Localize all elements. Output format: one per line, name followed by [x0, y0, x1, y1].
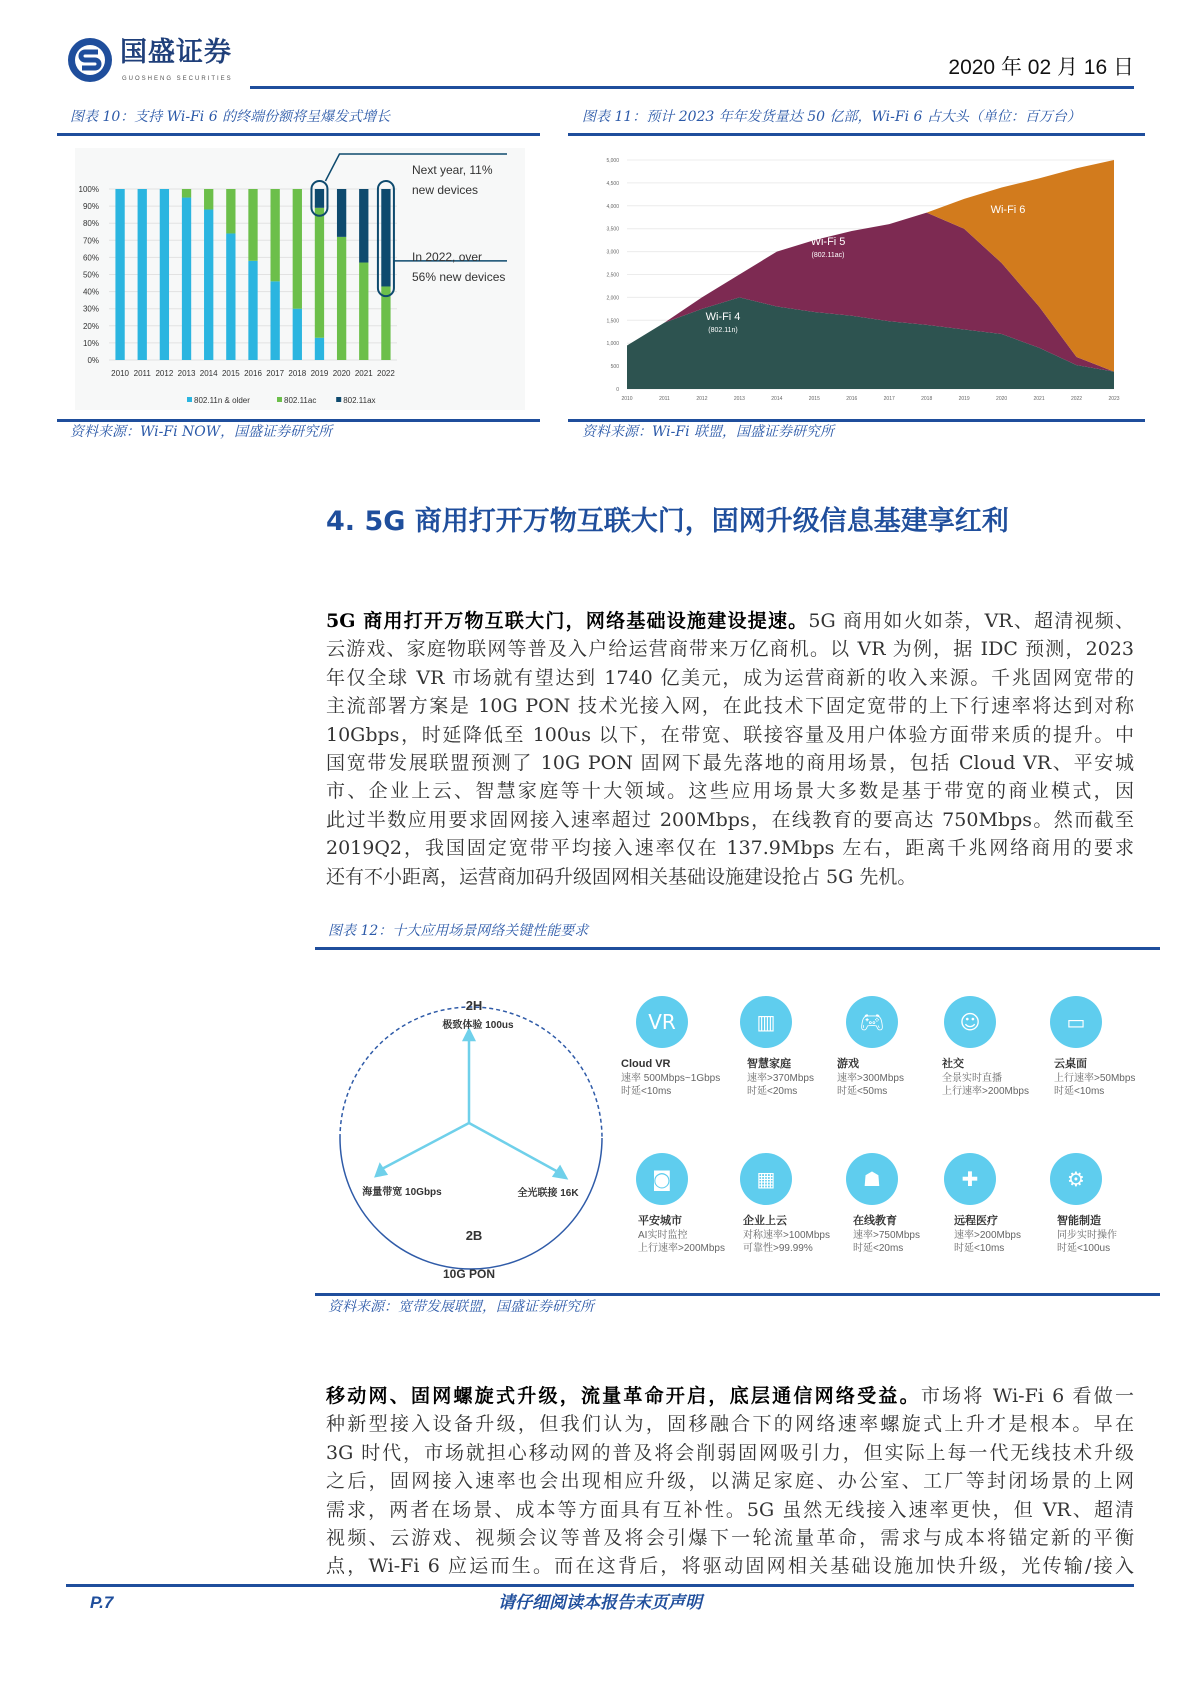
paragraph-lead: 移动网、固网螺旋式升级，流量革命开启，底层通信网络受益。 [326, 1385, 921, 1407]
app-title: 智慧家庭 [747, 1058, 791, 1070]
y-tick-label: 2,500 [606, 272, 619, 279]
x-tick-label: 2015 [808, 396, 820, 402]
bar-segment-802-11n---older [138, 189, 147, 360]
bar-segment-802-11ax [315, 189, 324, 208]
app-metric: 时延<10ms [621, 1086, 672, 1097]
diagram-axes [376, 1030, 566, 1178]
paragraph-text: 市场将 Wi-Fi 6 看做一 [920, 1385, 1134, 1407]
x-tick-label: 2022 [377, 369, 395, 378]
paragraph-line [326, 723, 1134, 747]
paragraph-text: 10Gbps，时延降低至 100us 以下，在带宽、联接容量及用户体验方面带来质的提升。中 [326, 723, 1134, 746]
vr-headset-icon: VR [636, 996, 688, 1048]
y-tick-label: 5,000 [606, 158, 619, 164]
x-tick-label: 2021 [1033, 396, 1045, 402]
legend-label: 802.11ac [284, 396, 317, 405]
education-icon: ☗ [846, 1153, 898, 1205]
y-tick-label: 40% [82, 287, 99, 297]
fig12-caption: 图表 12：十大应用场景网络关键性能要求 [328, 923, 589, 939]
app-metric: AI实时监控 [638, 1230, 688, 1241]
paragraph-line [326, 666, 1134, 690]
y-tick-label: 1,500 [606, 318, 619, 325]
legend-swatch [336, 397, 341, 402]
app-metric: 时延<20ms [853, 1243, 904, 1254]
paragraph-text: 5G 商用如火如荼，VR、超清视频、 [808, 610, 1134, 632]
app-title: 企业上云 [743, 1215, 787, 1227]
series-label: Wi-Fi 4 [705, 311, 741, 323]
gamepad-icon: 🎮︎ [846, 996, 898, 1048]
footer-divider [66, 1584, 1134, 1587]
series-label: Wi-Fi 5 [810, 236, 846, 248]
x-tick-label: 2010 [621, 396, 633, 402]
fig11-bottom-rule [568, 419, 1145, 422]
app-metric: 上行速率>50Mbps [1054, 1073, 1136, 1084]
y-tick-label: 1,000 [606, 341, 619, 348]
app-metric: 上行速率>200Mbps [942, 1086, 1029, 1097]
y-tick-label: 70% [82, 236, 99, 246]
diagram-right-axis-label: 全光联接 16K [517, 1188, 579, 1199]
bar-segment-802-11ac [271, 189, 280, 281]
app-title: 社交 [942, 1058, 964, 1070]
y-tick-label: 4,000 [606, 203, 619, 210]
y-tick-label: 10% [82, 338, 99, 348]
fig11-caption: 图表 11：预计 2023 年年发货量达 50 亿部，Wi-Fi 6 占大头（单位：百万台） [582, 109, 1081, 125]
paragraph-text: 2019Q2，我国固定宽带平均接入速率仅在 137.9Mbps 左右，距离千兆网络商用的要求 [326, 837, 1134, 860]
x-tick-label: 2016 [244, 369, 262, 378]
wifi-device-share-chart [57, 140, 540, 415]
page-number: P.7 [90, 1593, 114, 1612]
y-tick-label: 2,000 [606, 295, 619, 302]
x-tick-label: 2011 [133, 369, 151, 378]
series-sublabel: (802.11ac) [811, 252, 845, 259]
fig12-source: 资料来源：宽带发展联盟，国盛证券研究所 [328, 1299, 594, 1315]
x-tick-label: 2012 [155, 369, 174, 378]
paragraph-line [326, 1498, 1134, 1522]
app-title: 智能制造 [1057, 1215, 1101, 1227]
cloud-desktop-icon: ▭ [1050, 996, 1102, 1048]
app-metric: 时延<10ms [954, 1243, 1005, 1254]
y-tick-label: 0 [616, 387, 619, 393]
camera-icon: ◙ [636, 1153, 688, 1205]
paragraph-text: 国宽带发展联盟预测了 10G PON 固网下最先落地的商用场景，包括 Cloud VR、平安城 [326, 752, 1134, 774]
bar-segment-802-11ac [359, 263, 368, 360]
logo [66, 36, 256, 86]
bar-segment-802-11ac [337, 237, 346, 360]
fig10-top-rule [57, 133, 540, 136]
paragraph-line [326, 1469, 1134, 1493]
paragraph-text: 云游戏、家庭物联网等普及入户给运营商带来万亿商机。以 VR 为例，据 IDC 预测，2023 [326, 638, 1134, 661]
y-tick-label: 4,500 [606, 180, 619, 187]
fig10-source: 资料来源：Wi-Fi NOW，国盛证券研究所 [70, 424, 333, 440]
app-title: 远程医疗 [954, 1215, 998, 1227]
bar-segment-802-11ax [359, 189, 368, 263]
x-tick-label: 2023 [1108, 396, 1120, 402]
robot-arm-icon: ⚙ [1050, 1153, 1102, 1205]
paragraph-text: 需求，两者在场景、成本等方面具有互补性。5G 虽然无线接入速率更快，但 VR、超清 [326, 1498, 1134, 1521]
y-tick-label: 20% [82, 321, 99, 331]
paragraph-text: 年仅全球 VR 市场就有望达到 1740 亿美元，成为运营商新的收入来源。千兆固网宽带的 [326, 666, 1134, 689]
app-metric: 速率>370Mbps [747, 1073, 814, 1084]
fig10-caption: 图表 10：支持 Wi-Fi 6 的终端份额将呈爆发式增长 [70, 109, 391, 125]
paragraph-line [326, 751, 1134, 775]
x-tick-label: 2018 [921, 396, 933, 402]
y-tick-label: 90% [82, 202, 99, 212]
logo-en-text: GUOSHENG SECURITIES [122, 76, 233, 82]
fig12-bottom-rule [315, 1293, 1160, 1296]
x-tick-label: 2017 [266, 369, 285, 378]
medical-kit-icon: ✚ [944, 1153, 996, 1205]
app-metric: 对称速率>100Mbps [743, 1230, 830, 1241]
bar-segment-802-11ac [315, 208, 324, 338]
x-tick-label: 2014 [199, 369, 218, 378]
bar-segment-802-11ax [381, 189, 390, 286]
paragraph-line [326, 609, 1134, 633]
paragraph-line [326, 1384, 1134, 1408]
app-title: Cloud VR [621, 1058, 671, 1070]
app-metric: 可靠性>99.99% [743, 1243, 813, 1254]
app-metric: 上行速率>200Mbps [638, 1243, 725, 1254]
paragraph-text: 3G 时代，市场就担心移动网的普及将会削弱固网吸引力，但实际上每一代无线技术升级 [326, 1441, 1134, 1464]
paragraph-text: 之后，固网接入速率也会出现相应升级，以满足家庭、办公室、工厂等封闭场景的上网 [326, 1470, 1134, 1493]
diagram-bottom-label: 2B [465, 1228, 483, 1243]
bar-segment-802-11ac [381, 286, 390, 360]
bar-segment-802-11n---older [271, 281, 280, 360]
x-tick-label: 2017 [883, 396, 895, 402]
10g-pon-diagram [330, 990, 610, 1290]
paragraph-lead: 5G 商用打开万物互联大门，网络基础设施建设提速。 [326, 610, 809, 632]
app-metric: 速率 500Mbps~1Gbps [621, 1073, 721, 1084]
app-metric: 全景实时直播 [942, 1073, 1002, 1084]
section-heading: 4. 5G 商用打开万物互联大门，固网升级信息基建享红利 [326, 506, 1009, 537]
diagram-top-axis-label: 极致体验 100us [442, 1020, 514, 1031]
bar-segment-802-11ac [182, 189, 191, 198]
y-tick-label: 60% [82, 253, 99, 263]
paragraph-line [326, 1412, 1134, 1436]
paragraph-line [326, 637, 1134, 661]
x-tick-label: 2020 [332, 369, 351, 378]
paragraph-text: 主流部署方案是 10G PON 技术光接入网，在此技术下固定宽带的上下行速率将达到对称 [326, 695, 1134, 718]
legend-swatch [187, 397, 192, 402]
paragraph-text: 视频、云游戏、视频会议等普及将会引爆下一轮流量革命，需求与成本将锚定新的平衡 [326, 1527, 1134, 1549]
x-tick-label: 2015 [221, 369, 240, 378]
fig10-bottom-rule [57, 419, 540, 422]
x-tick-label: 2013 [177, 369, 196, 378]
bar-segment-802-11n---older [204, 210, 213, 360]
x-tick-label: 2012 [696, 396, 708, 402]
paragraph-line [326, 808, 1134, 832]
bar-segment-802-11n---older [293, 309, 302, 360]
paragraph-text: 点，Wi-Fi 6 应运而生。而在这背后，将驱动固网相关基础设施加快升级，光传输/接入 [326, 1555, 1134, 1578]
paragraph-line [326, 836, 1134, 860]
fig11-source: 资料来源：Wi-Fi 联盟，国盛证券研究所 [582, 424, 834, 440]
app-metric: 速率>300Mbps [837, 1073, 904, 1084]
app-title: 平安城市 [638, 1215, 682, 1227]
x-tick-label: 2018 [288, 369, 307, 378]
header-divider [250, 86, 1134, 89]
app-metric: 时延<100us [1057, 1243, 1111, 1254]
paragraph-line [326, 694, 1134, 718]
y-tick-label: 80% [82, 219, 99, 229]
paragraph-line [326, 865, 1134, 889]
paragraph-text: 种新型接入设备升级，但我们认为，固移融合下的网络速率螺旋式上升才是根本。早在 [326, 1413, 1134, 1436]
building-icon: ▦ [740, 1153, 792, 1205]
app-metric: 时延<20ms [747, 1086, 798, 1097]
y-tick-label: 100% [78, 185, 99, 194]
legend-label: 802.11ax [343, 396, 376, 405]
wifi-shipments-chart [568, 140, 1145, 415]
paragraph-text: 还有不小距离，运营商加码升级固网相关基础设施建设抢占 5G 先机。 [326, 865, 917, 888]
x-tick-label: 2011 [659, 396, 670, 402]
x-tick-label: 2014 [771, 396, 783, 402]
bar-segment-802-11ac [293, 189, 302, 309]
app-title: 游戏 [837, 1058, 859, 1070]
paragraph-line [326, 1526, 1134, 1550]
bar-segment-802-11n---older [115, 189, 124, 360]
x-tick-label: 2010 [111, 369, 129, 378]
bar-segment-802-11n---older [160, 189, 169, 360]
legend-label: 802.11n & older [194, 396, 250, 405]
bar-segment-802-11n---older [248, 261, 257, 360]
x-tick-label: 2020 [996, 396, 1008, 402]
app-title: 云桌面 [1054, 1058, 1087, 1070]
x-tick-label: 2019 [310, 369, 329, 378]
bar-segment-802-11n---older [182, 198, 191, 360]
y-tick-label: 30% [82, 304, 99, 314]
y-tick-label: 0% [87, 356, 99, 365]
x-tick-label: 2021 [354, 369, 373, 378]
x-tick-label: 2016 [846, 396, 858, 402]
diagram-left-axis-label: 海量带宽 10Gbps [362, 1187, 442, 1198]
x-tick-label: 2019 [958, 396, 970, 402]
app-metric: 时延<50ms [837, 1086, 888, 1097]
x-tick-label: 2013 [733, 396, 745, 402]
paragraph-text: 此过半数应用要求固网接入速率超过 200Mbps，在线教育的要高达 750Mbps。然而截至 [326, 808, 1134, 831]
paragraph-text: 市、企业上云、智慧家庭等十大领域。这些应用场景大多数是基于带宽的商业模式，因 [326, 780, 1134, 803]
bar-segment-802-11ax [337, 189, 346, 237]
app-metric: 同步实时操作 [1057, 1230, 1117, 1241]
paragraph-line [326, 1554, 1134, 1578]
paragraph-line [326, 779, 1134, 803]
logo-cn-text: 国盛证券 [120, 37, 232, 68]
bar-segment-802-11ac [204, 189, 213, 210]
app-title: 在线教育 [853, 1215, 897, 1227]
diagram-circle-bottom [340, 1138, 602, 1269]
x-tick-label: 2022 [1070, 396, 1083, 402]
bar-segment-802-11ac [248, 189, 257, 261]
app-metric: 速率>200Mbps [954, 1230, 1021, 1241]
annotation-text: In 2022, over 56% new devices [412, 250, 506, 284]
y-tick-label: 3,500 [606, 226, 619, 233]
paragraph-line [326, 1441, 1134, 1465]
disclaimer-notice: 请仔细阅读本报告末页声明 [498, 1593, 702, 1613]
smart-home-icon: ▥ [740, 996, 792, 1048]
y-tick-label: 3,000 [606, 249, 619, 256]
series-label: Wi-Fi 6 [990, 204, 1026, 216]
legend-swatch [277, 397, 282, 402]
series-sublabel: (802.11n) [708, 327, 738, 334]
annotation-text: Next year, 11% new devices [412, 163, 493, 197]
bar-segment-802-11n---older [226, 233, 235, 360]
fig12-top-rule [315, 947, 1160, 950]
logo-mark-icon [66, 36, 114, 84]
diagram-footer-label: 10G PON [442, 1267, 496, 1281]
bar-segment-802-11n---older [315, 338, 324, 360]
y-tick-label: 500 [610, 364, 619, 371]
social-icon: ☺ [944, 996, 996, 1048]
diagram-top-label: 2H [465, 998, 483, 1013]
app-metric: 速率>750Mbps [853, 1230, 920, 1241]
y-tick-label: 50% [82, 270, 99, 280]
fig11-top-rule [568, 133, 1145, 136]
report-date: 2020 年 02 月 16 日 [948, 56, 1134, 79]
bar-segment-802-11ac [226, 189, 235, 233]
app-metric: 时延<10ms [1054, 1086, 1105, 1097]
